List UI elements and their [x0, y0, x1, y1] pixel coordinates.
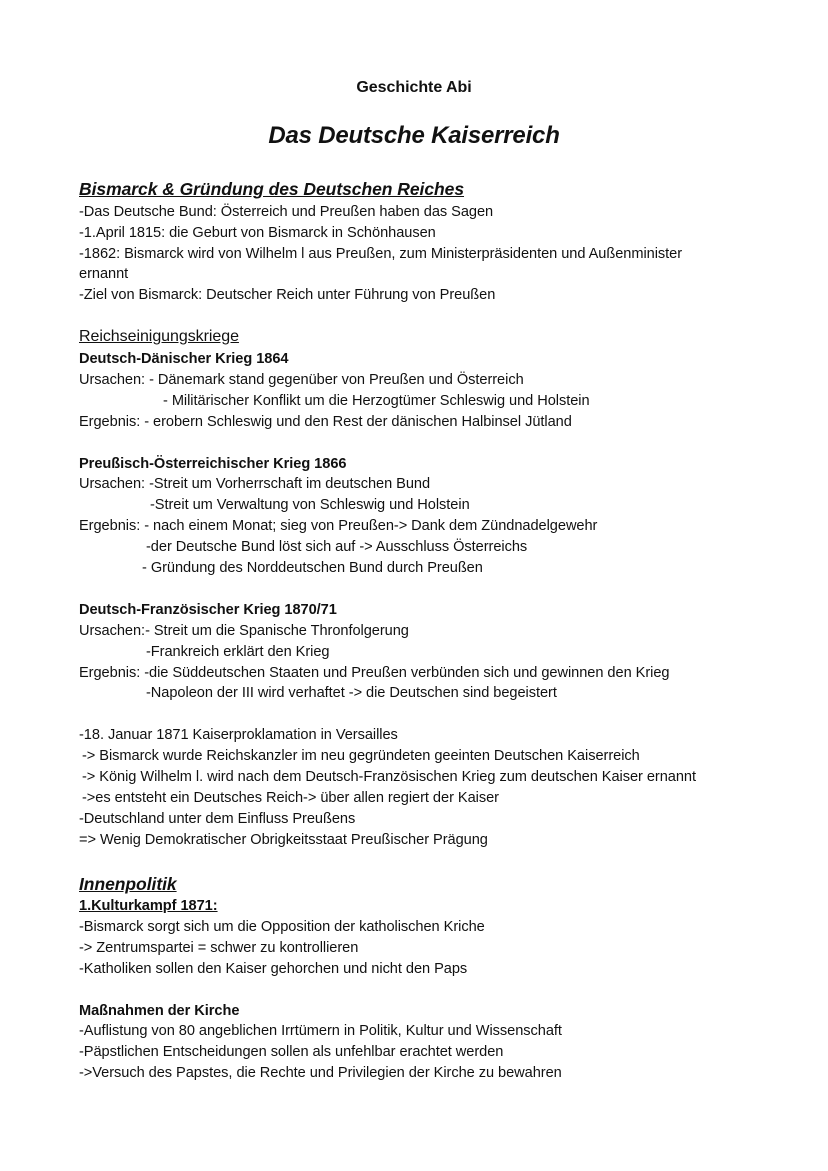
text-line: -Auflistung von 80 angeblichen Irrtümern in Politik, Kultur und Wissenschaft [79, 1023, 562, 1039]
text-line: -1862: Bismarck wird von Wilhelm l aus Preußen, zum Ministerpräsidenten und Außenminister [79, 246, 683, 262]
text-line: -Das Deutsche Bund: Österreich und Preußen haben das Sagen [79, 204, 494, 220]
text-line: -Napoleon der III wird verhaftet -> die Deutschen sind begeistert [146, 685, 557, 701]
text-line: Ergebnis: - erobern Schleswig und den Rest der dänischen Halbinsel Jütland [79, 414, 572, 430]
text-line: -Ziel von Bismarck: Deutscher Reich unter Führung von Preußen [79, 287, 496, 303]
section-heading-reichseinigungskriege: Reichseinigungskriege [79, 328, 239, 345]
text-line: -Frankreich erklärt den Krieg [146, 644, 330, 660]
subsection-title-kulturkampf: 1.Kulturkampf 1871: [79, 898, 218, 914]
section-heading-bismarck: Bismarck & Gründung des Deutschen Reiches [79, 179, 465, 199]
text-line: Ursachen: -Streit um Vorherrschaft im deutschen Bund [79, 476, 431, 492]
text-line: - Militärischer Konflikt um die Herzogtümer Schleswig und Holstein [163, 393, 590, 409]
subsection-title-massnahmen: Maßnahmen der Kirche [79, 1003, 240, 1019]
subject-heading: Geschichte Abi [356, 79, 472, 96]
text-line: -Bismarck sorgt sich um die Opposition der katholischen Kriche [79, 919, 485, 935]
text-line: ->Versuch des Papstes, die Rechte und Privilegien der Kirche zu bewahren [79, 1065, 562, 1081]
war-title-1866: Preußisch-Österreichischer Krieg 1866 [79, 456, 347, 472]
text-line: Ergebnis: -die Süddeutschen Staaten und Preußen verbünden sich und gewinnen den Krieg [79, 665, 670, 681]
section-heading-innenpolitik: Innenpolitik [79, 874, 177, 894]
text-line: -1.April 1815: die Geburt von Bismarck in Schönhausen [79, 225, 436, 241]
text-line: -> König Wilhelm l. wird nach dem Deutsch-Französischen Krieg zum deutschen Kaiser ernannt [82, 769, 696, 785]
text-line: -Katholiken sollen den Kaiser gehorchen und nicht den Paps [79, 961, 468, 977]
text-line: ->es entsteht ein Deutsches Reich-> über allen regiert der Kaiser [82, 790, 499, 806]
war-title-1870: Deutsch-Französischer Krieg 1870/71 [79, 602, 337, 618]
text-line: -> Bismarck wurde Reichskanzler im neu gegründeten geeinten Deutschen Kaiserreich [82, 748, 640, 764]
war-title-1864: Deutsch-Dänischer Krieg 1864 [79, 351, 289, 367]
text-line: -18. Januar 1871 Kaiserproklamation in Versailles [79, 727, 398, 743]
text-line: -> Zentrumspartei = schwer zu kontrollieren [79, 940, 359, 956]
page-title: Das Deutsche Kaiserreich [268, 122, 560, 149]
text-line: -Streit um Verwaltung von Schleswig und Holstein [150, 497, 470, 513]
text-line: Ergebnis: - nach einem Monat; sieg von Preußen-> Dank dem Zündnadelgewehr [79, 518, 598, 534]
text-line: ernannt [79, 266, 129, 282]
text-line: -Deutschland unter dem Einfluss Preußens [79, 811, 356, 827]
text-line: -Päpstlichen Entscheidungen sollen als unfehlbar erachtet werden [79, 1044, 504, 1060]
text-line: Ursachen: - Dänemark stand gegenüber von Preußen und Österreich [79, 372, 524, 388]
text-line: - Gründung des Norddeutschen Bund durch Preußen [142, 560, 483, 576]
text-line: Ursachen:- Streit um die Spanische Thronfolgerung [79, 623, 409, 639]
text-line: => Wenig Demokratischer Obrigkeitsstaat Preußischer Prägung [79, 832, 488, 848]
text-line: -der Deutsche Bund löst sich auf -> Ausschluss Österreichs [146, 539, 528, 555]
